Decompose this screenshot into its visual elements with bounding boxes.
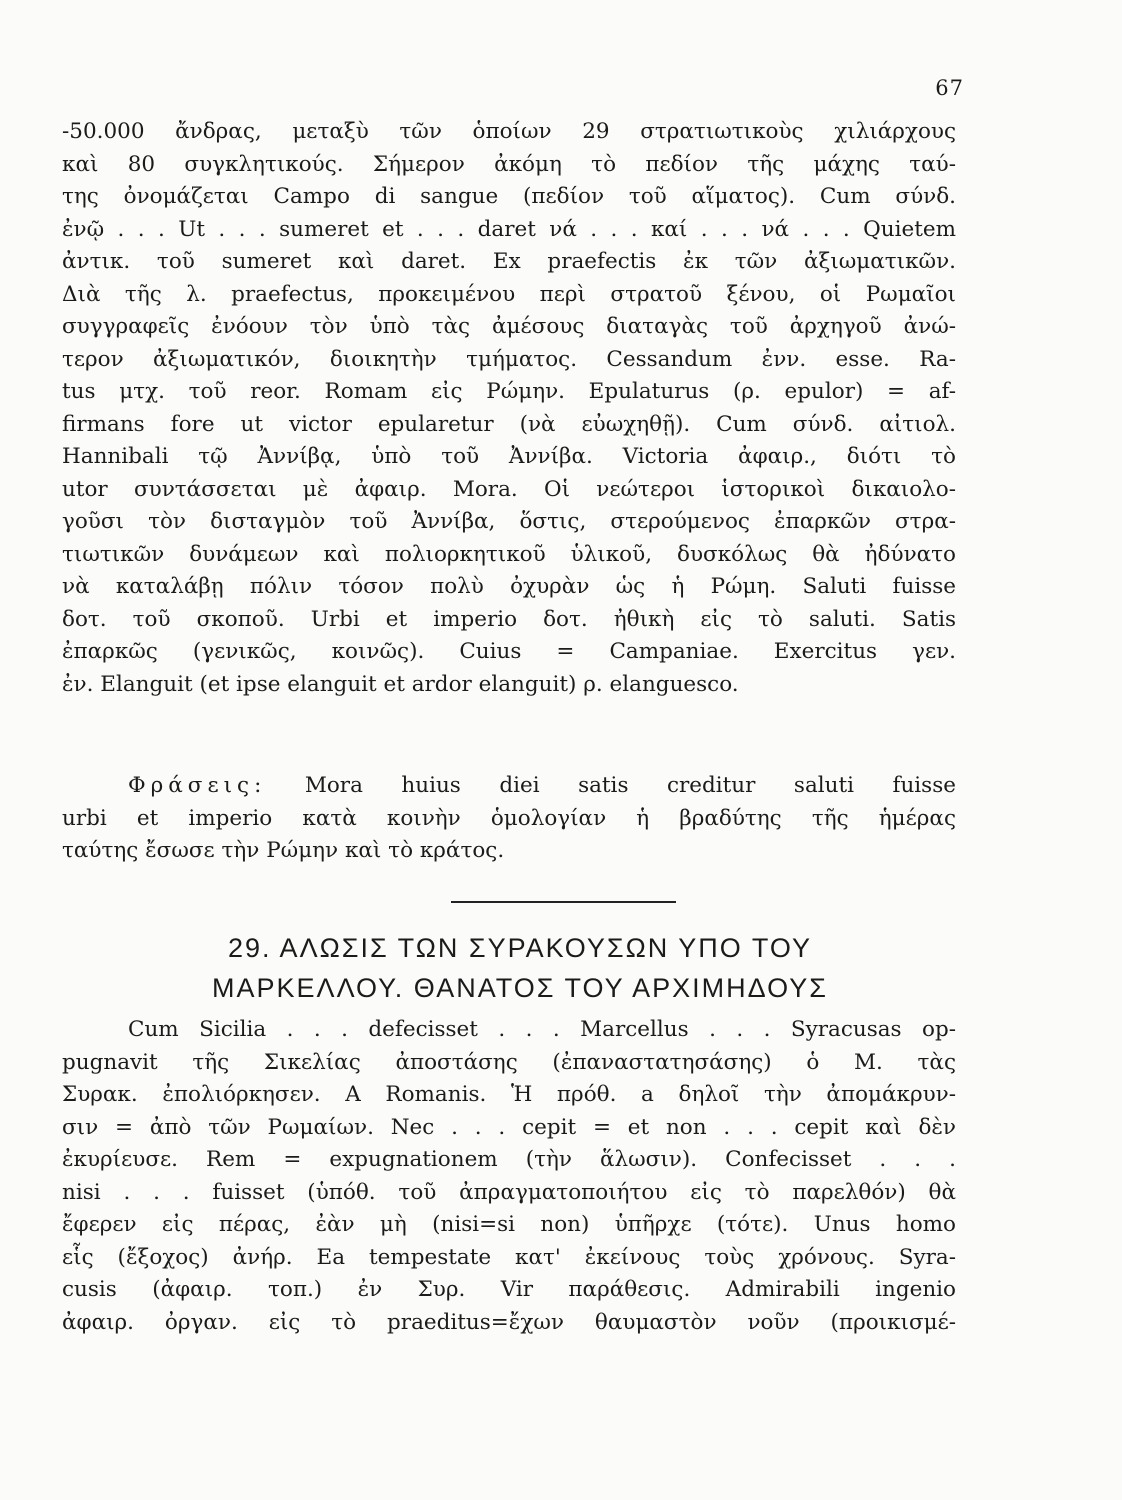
text-line: ἐνῷ . . . Ut . . . sumeret et . . . daret νά . . . καί . . . νά . . . Quietem (62, 216, 956, 242)
text-line: Διὰ τῆς λ. praefectus, προκειμένου περὶ στρατοῦ ξένου, οἱ Ρωμαῖοι (62, 281, 956, 307)
text-line: ἔφερεν εἰς πέρας, ἐὰν μὴ (nisi=si non) ὑπῆρχε (τότε). Unus homo (62, 1212, 956, 1237)
text-line: nisi . . . fuisset (ὑπόθ. τοῦ ἀπραγματοποιήτου εἰς τὸ παρελθόν) θὰ (62, 1179, 956, 1205)
text-line: ἀφαιρ. ὀργαν. εἰς τὸ praeditus=ἔχων θαυμαστὸν νοῦν (προικισμέ- (62, 1309, 956, 1335)
text-line: ἐπαρκῶς (γενικῶς, κοινῶς). Cuius = Campaniae. Exercitus γεν. (62, 639, 956, 664)
phrases-paragraph (62, 770, 956, 868)
text-line: urbi et imperio κατὰ κοινὴν ὁμολογίαν ἡ βραδύτης τῆς ἡμέρας (62, 805, 956, 831)
text-line: της ὀνομάζεται Campo di sangue (πεδίον τοῦ αἵματος). Cum σύνδ. (62, 184, 956, 209)
section-heading-line: 29. ΑΛΩΣΙΣ ΤΩΝ ΣΥΡΑΚΟΥΣΩΝ ΥΠΟ ΤΟΥ (228, 933, 812, 963)
text-line: νὰ καταλάβῃ πόλιν τόσον πολὺ ὀχυρὰν ὡς ἡ Ρώμη. Saluti fuisse (62, 574, 956, 599)
text-line: pugnavit τῆς Σικελίας ἀποστάσης (ἐπαναστατησάσης) ὁ Μ. τὰς (62, 1049, 956, 1075)
text-line: εἷς (ἔξοχος) ἀνήρ. Ea tempestate κατ' ἐκείνους τοὺς χρόνους. Syra- (62, 1244, 956, 1270)
text-line: τερον ἀξιωματικόν, διοικητὴν τμήματος. Cessandum ἐνν. esse. Ra- (62, 346, 956, 372)
text-line (62, 770, 956, 803)
text-line: utor συντάσσεται μὲ ἀφαιρ. Mora. Οἱ νεώτεροι ἱστορικοὶ δικαιολο- (62, 476, 956, 502)
section-divider (451, 901, 676, 903)
text-line: firmans fore ut victor epularetur (νὰ εὐωχηθῇ). Cum σύνδ. αἰτιολ. (62, 411, 956, 437)
text-line: tus μτχ. τοῦ reor. Romam εἰς Ρώμην. Epulaturus (ρ. epulor) = af- (62, 379, 956, 404)
page-number: 67 (935, 76, 964, 100)
commentary-paragraph (62, 116, 956, 701)
text-line: Συρακ. ἐπολιόρκησεν. A Romanis. Ἡ πρόθ. a δηλοῖ τὴν ἀπομάκρυν- (62, 1082, 956, 1107)
text-line: γοῦσι τὸν δισταγμὸν τοῦ Ἀννίβα, ὅστις, στερούμενος ἐπαρκῶν στρα- (62, 509, 956, 534)
text-line: δοτ. τοῦ σκοποῦ. Urbi et imperio δοτ. ἠθικὴ εἰς τὸ saluti. Satis (62, 606, 956, 632)
section-heading (120, 928, 920, 1008)
text-line: ἀντικ. τοῦ sumeret καὶ daret. Ex praefectis ἐκ τῶν ἀξιωματικῶν. (62, 249, 956, 274)
text-line: Cum Sicilia . . . defecisset . . . Marcellus . . . Syracusas op- (128, 1017, 956, 1042)
text-line: σιν = ἀπὸ τῶν Ρωμαίων. Nec . . . cepit = et non . . . cepit καὶ δὲν (62, 1114, 956, 1140)
text-line: ἐκυρίευσε. Rem = expugnationem (τὴν ἅλωσιν). Confecisset . . . (62, 1147, 956, 1172)
text-line: -50.000 ἄνδρας, μεταξὺ τῶν ὁποίων 29 στρατιωτικοὺς χιλιάρχους (62, 119, 956, 144)
text-line: συγγραφεῖς ἐνόουν τὸν ὑπὸ τὰς ἀμέσους διαταγὰς τοῦ ἀρχηγοῦ ἀνώ- (62, 314, 956, 339)
text-line: καὶ 80 συγκλητικούς. Σήμερον ἀκόμη τὸ πεδίον τῆς μάχης ταύ- (62, 151, 956, 177)
phrases-text: Mora huius diei satis creditur saluti fuisse (304, 773, 956, 798)
section-heading-line: ΜΑΡΚΕΛΛΟΥ. ΘΑΝΑΤΟΣ ΤΟΥ ΑΡΧΙΜΗΔΟΥΣ (212, 973, 828, 1003)
text-line: ἐν. Elanguit (et ipse elanguit et ardor elanguit) ρ. elanguesco. (62, 671, 739, 697)
phrases-label: Φράσεις: (128, 773, 267, 798)
text-line: ταύτης ἔσωσε τὴν Ρώμην καὶ τὸ κράτος. (62, 838, 505, 863)
text-line: cusis (ἀφαιρ. τοπ.) ἐν Συρ. Vir παράθεσις. Admirabili ingenio (62, 1277, 956, 1302)
commentary-paragraph (62, 1014, 956, 1339)
text-line: Hannibali τῷ Ἀννίβᾳ, ὑπὸ τοῦ Ἀννίβα. Victoria ἀφαιρ., διότι τὸ (62, 444, 956, 469)
text-line: τιωτικῶν δυνάμεων καὶ πολιορκητικοῦ ὑλικοῦ, δυσκόλως θὰ ἠδύνατο (62, 541, 956, 567)
